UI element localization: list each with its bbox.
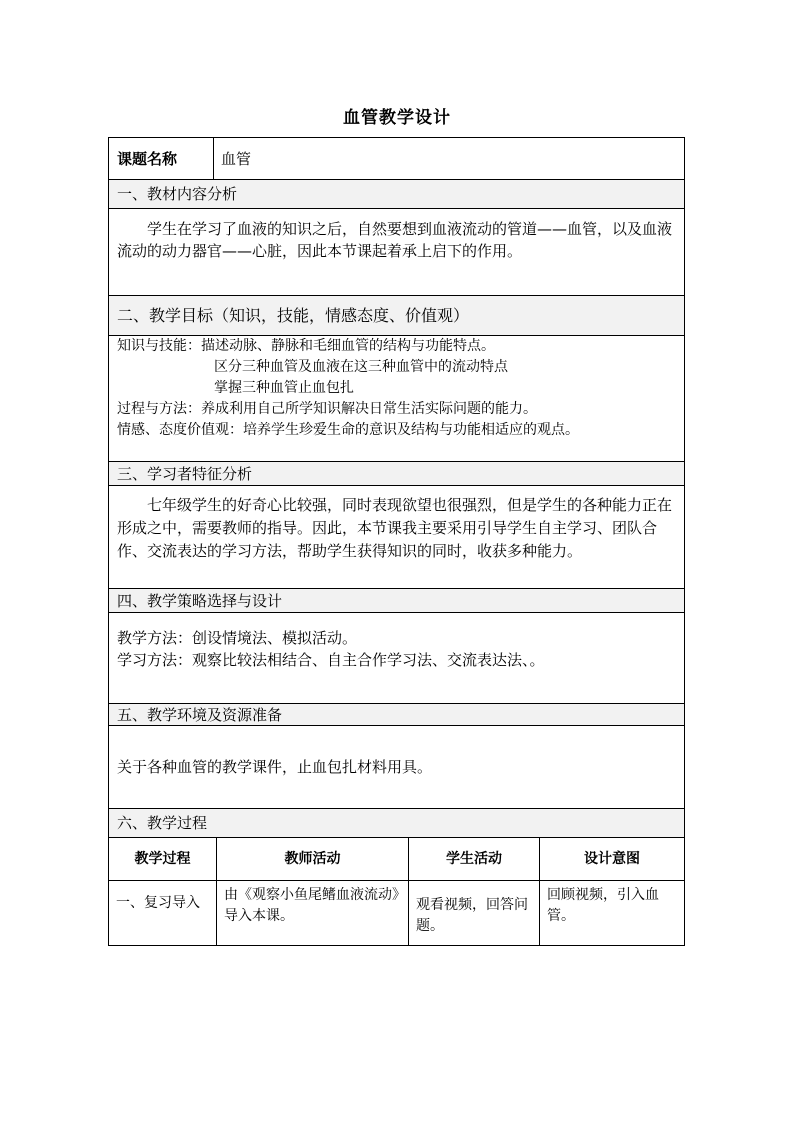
objective-process-line: 过程与方法：养成利用自己所学知识解决日常生活实际问题的能力。 <box>117 401 537 417</box>
cell-design-intent: 回顾视频，引入血管。 <box>547 887 659 924</box>
section-body-teaching-strategy <box>109 613 684 704</box>
section-heading-teaching-objectives: 二、教学目标（知识，技能，情感态度、价值观） <box>109 296 684 336</box>
column-header-stage: 教学过程 <box>109 838 217 880</box>
learner-analysis-line-1: 七年级学生的好奇心比较强，同时表现欲望也很强烈，但是学生的各种能力 <box>147 496 643 514</box>
teaching-method-line: 教学方法：创设情境法、模拟活动。 <box>117 629 358 647</box>
section-heading-teaching-strategy: 四、教学策略选择与设计 <box>109 589 684 613</box>
learner-analysis-paragraph <box>109 486 684 563</box>
section-body-learner-analysis <box>109 486 684 589</box>
resources-line: 关于各种血管的教学课件，止血包扎材料用具。 <box>117 758 433 776</box>
column-header-student-activity: 学生活动 <box>409 838 540 880</box>
process-table-header <box>109 838 684 881</box>
section-heading-learner-analysis: 三、学习者特征分析 <box>109 462 684 486</box>
column-header-teacher-activity: 教师活动 <box>217 838 409 880</box>
topic-value: 血管 <box>221 150 252 168</box>
teaching-process-table <box>109 838 684 945</box>
section-heading-textbook-analysis: 一、教材内容分析 <box>109 180 684 209</box>
cell-student-activity: 观看视频，回答问题。 <box>409 881 540 945</box>
learning-method-line: 学习方法：观察比较法相结合、自主合作学习法、交流表达法、。 <box>117 651 545 669</box>
table-row <box>109 881 684 945</box>
page-title: 血管教学设计 <box>343 108 451 128</box>
cell-teacher-activity: 由《观察小鱼尾鳍血液流动》导入本课。 <box>217 881 409 945</box>
textbook-analysis-paragraph <box>109 209 684 262</box>
objective-distinguish-line: 区分三种血管及血液在这三种血管中的流动特点 <box>214 359 508 375</box>
learner-analysis-line-2: 正在形成之中，需要教师的指导。因此，本节课我主要采用引导学生自主学习、 <box>117 496 673 537</box>
topic-label: 课题名称 <box>109 138 214 179</box>
learner-analysis-line-3: 团队合作、交流表达的学习方法，帮助学生获得知识的同时，收获多种能力。 <box>117 519 658 560</box>
section-body-teaching-objectives <box>109 336 684 462</box>
textbook-analysis-line-1: 学生在学习了血液的知识之后，自然要想到血液流动的管道——血管，以及 <box>147 220 643 238</box>
cell-stage: 一、复习导入 <box>109 881 217 945</box>
section-body-resources <box>109 726 684 809</box>
objective-attitude-line: 情感、态度价值观：培养学生珍爱生命的意识及结构与功能相适应的观点。 <box>117 422 579 438</box>
column-header-design-intent: 设计意图 <box>584 851 640 867</box>
topic-row <box>109 138 684 180</box>
textbook-analysis-line-2: 血液流动的动力器官——心脏，因此本节课起着承上启下的作用。 <box>117 220 673 260</box>
objective-hemostasis-line: 掌握三种血管止血包扎 <box>214 380 354 396</box>
section-body-textbook-analysis <box>109 209 684 296</box>
objective-knowledge-line: 知识与技能：描述动脉、静脉和毛细血管的结构与功能特点。 <box>117 338 495 354</box>
section-heading-teaching-process: 六、教学过程 <box>109 809 684 838</box>
section-heading-resources: 五、教学环境及资源准备 <box>109 704 684 726</box>
lesson-plan-table <box>108 137 685 946</box>
